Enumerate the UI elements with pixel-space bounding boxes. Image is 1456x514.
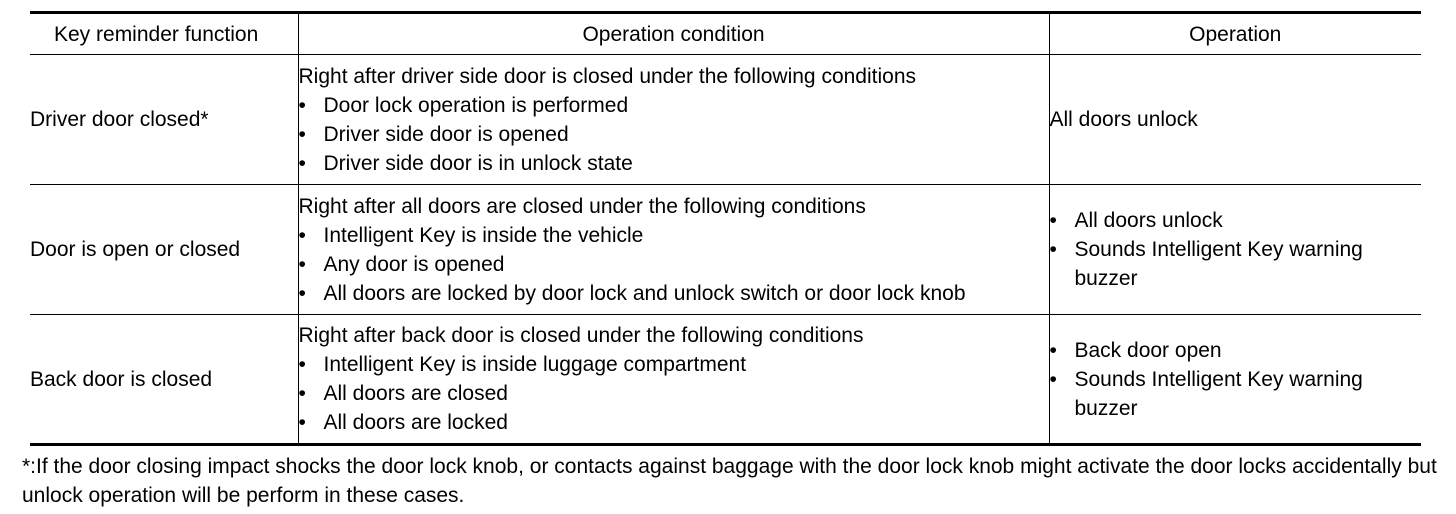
operation-cell	[1049, 185, 1421, 315]
list-item	[1050, 365, 1422, 423]
list-item	[299, 279, 1049, 308]
operation-item-text: Sounds Intelligent Key warning buzzer	[1074, 238, 1363, 290]
list-item	[299, 221, 1049, 250]
condition-item-text: Any door is opened	[323, 252, 505, 276]
header-key-reminder-function: Key reminder function	[30, 13, 298, 55]
list-item	[1050, 206, 1422, 235]
bullet-icon: •	[298, 122, 306, 146]
operation-text: All doors unlock	[1049, 108, 1198, 131]
condition-list	[299, 91, 1049, 178]
bullet-icon: •	[1049, 367, 1057, 391]
condition-cell	[298, 55, 1049, 185]
condition-item-text: Door lock operation is performed	[323, 93, 629, 117]
condition-cell	[298, 185, 1049, 315]
condition-item-text: Driver side door is in unlock state	[323, 151, 633, 175]
operation-list	[1050, 206, 1422, 293]
condition-intro: Right after driver side door is closed under the following conditions	[298, 64, 917, 88]
condition-item-text: All doors are locked by door lock and unlock switch or door lock knob	[323, 281, 966, 305]
condition-item-text: All doors are closed	[323, 382, 508, 405]
bullet-icon: •	[1049, 209, 1057, 232]
bullet-icon: •	[298, 353, 306, 376]
footnote: *:If the door closing impact shocks the door lock knob, or contacts against baggage with the door lock knob might activate the door locks accidentally but unlock operation will be perform in these cases.	[22, 455, 1437, 507]
list-item	[299, 91, 1049, 120]
list-item	[299, 350, 1049, 379]
list-item	[299, 408, 1049, 437]
bullet-icon: •	[298, 382, 306, 405]
bullet-icon: •	[298, 93, 306, 117]
operation-list	[1050, 336, 1422, 423]
table-row	[30, 185, 1421, 315]
key-reminder-table	[30, 11, 1421, 446]
condition-list	[299, 221, 1049, 308]
bullet-icon: •	[1049, 338, 1057, 362]
list-item	[1050, 336, 1422, 365]
list-item	[1050, 235, 1422, 293]
table-row	[30, 315, 1421, 445]
condition-item-text: All doors are locked	[323, 411, 508, 434]
list-item	[299, 149, 1049, 178]
list-item	[299, 379, 1049, 408]
bullet-icon: •	[298, 281, 306, 305]
function-cell: Back door is closed	[30, 315, 298, 445]
bullet-icon: •	[298, 411, 306, 434]
bullet-icon: •	[298, 151, 306, 175]
table-row	[30, 55, 1421, 185]
operation-item-text: Sounds Intelligent Key warning buzzer	[1074, 367, 1363, 420]
function-cell: Door is open or closed	[30, 185, 298, 315]
operation-cell	[1049, 315, 1421, 445]
operation-item-text: All doors unlock	[1074, 209, 1223, 232]
condition-cell	[298, 315, 1049, 445]
table-header-row	[30, 13, 1421, 55]
operation-item-text: Back door open	[1074, 338, 1222, 362]
list-item	[299, 250, 1049, 279]
header-operation: Operation	[1049, 13, 1421, 55]
function-cell: Driver door closed*	[30, 55, 298, 185]
condition-list	[299, 350, 1049, 437]
header-operation-condition: Operation condition	[298, 13, 1049, 55]
condition-intro: Right after back door is closed under the following conditions	[298, 324, 864, 347]
bullet-icon: •	[298, 223, 306, 247]
bullet-icon: •	[1049, 238, 1057, 261]
condition-intro: Right after all doors are closed under the following conditions	[298, 194, 866, 218]
condition-item-text: Driver side door is opened	[323, 122, 569, 146]
operation-cell	[1049, 55, 1421, 185]
list-item	[299, 120, 1049, 149]
bullet-icon: •	[298, 252, 306, 276]
condition-item-text: Intelligent Key is inside the vehicle	[323, 223, 644, 247]
condition-item-text: Intelligent Key is inside luggage compartment	[323, 353, 747, 376]
